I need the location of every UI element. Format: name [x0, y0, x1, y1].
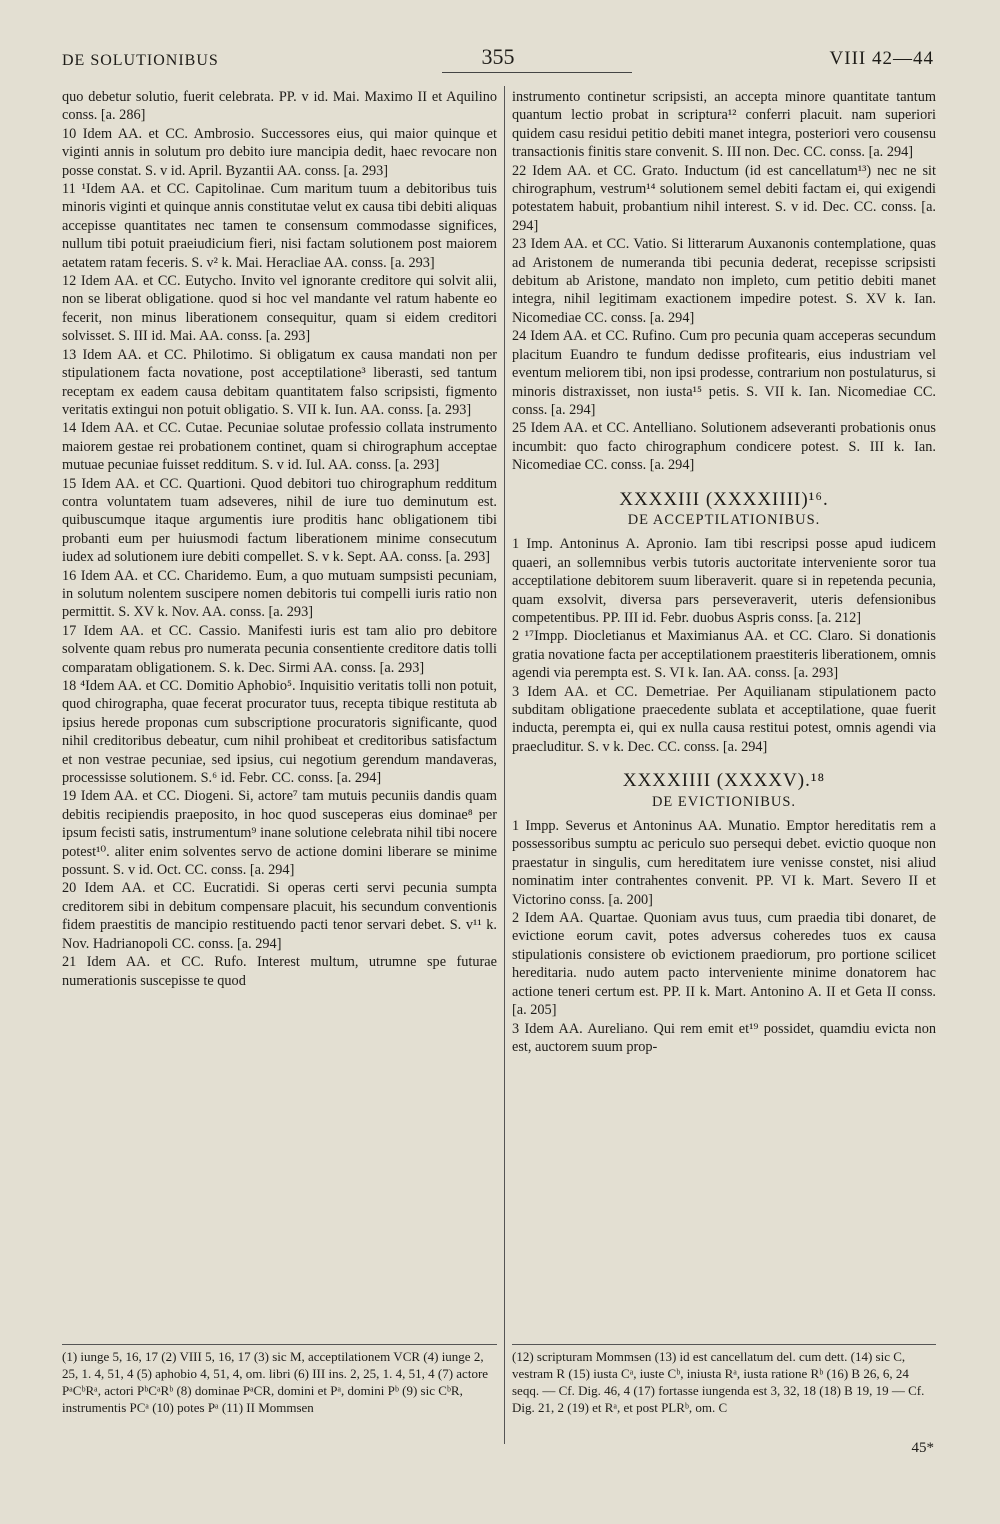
section-title-main: XXXXIII (XXXXIIII)¹⁶.: [619, 488, 829, 510]
text-paragraph: 19 Idem AA. et CC. Diogeni. Si, actore⁷ tam mutuis pecuniis dandis quam debitis recipiendis praeposito, in hoc quod susceperas eius dominae⁸ per ipsum fecisti satis, instrumentum⁹ inane solutione celebrata nihil tibi nocere potest¹⁰. aliter enim solventes servo de actione domini liberare se minime possunt. S. v id. Oct. CC. conss. [a. 294]: [62, 788, 497, 879]
footnotes-left: (1) iunge 5, 16, 17 (2) VIII 5, 16, 17 (3) sic M, acceptilationem VCR (4) iunge 2, 25, 1. 4, 51, 4 (5) aphobio 4, 51, 4, om. libri (6) III ins. 2, 25, 1. 4, 51, 4 (7) actore PᵃCᵇRᵃ, actori PᵇCᵃRᵇ (8) dominae PᵃCR, domini et Pᵃ, domini Pᵇ (9) sic CᵇR, instrumentis PCᵃ (10) potes Pᵃ (11) II Mommsen: [62, 1349, 489, 1415]
text-paragraph: 1 Impp. Severus et Antoninus AA. Munatio. Emptor hereditatis rem a possessoribus sumptu ac periculo suo persequi debet. evictio quoque non praestatur in singulis, cum hereditatem iure venisse constet, nisi aliud nominatim inter contrahentes convenit. PP. VI k. Mart. Severo II et Victorino conss. [a. 200]: [512, 818, 936, 908]
section-title-sub: DE EVICTIONIBUS.: [651, 793, 797, 810]
section-title-sub: DE ACCEPTILATIONIBUS.: [627, 511, 821, 528]
text-paragraph: 18 ⁴Idem AA. et CC. Domitio Aphobio⁵. Inquisitio veritatis tolli non potuit, quod chirographa, quae fecerat procurator tuus, recepta tibique restituta ab ipsius herede proponas cum subscriptione procuratoris significante, quod nihil creditoribus debeatur, cum nihil prohibeat et creditoribus satisfactum et non vestrae pecuniae, sed ipsius, cui negotium gerendum mandaveras, processisse solutionem. S.⁶ id. Febr. CC. conss. [a. 294]: [62, 678, 497, 787]
text-paragraph: instrumento continetur scripsisti, an accepta minore quantitate tantum quantum lectio probat in scriptura¹² conferri placuit. nam superiori quidem casu residui petitio debiti manet integra, posteriori vero cousensu transactionis finitis stare convenit. S. III non. Dec. CC. conss. [a. 294]: [512, 89, 936, 161]
text-paragraph: 13 Idem AA. et CC. Philotimo. Si obligatum ex causa mandati non per stipulationem facta novatione, post acceptilatione³ liberasti, sed tantum receptam ex eadem causa debitam quantitatem falso scripsisti, figmento veritatis extingui non potuit obligatio. S. VII k. Iun. AA. conss. [a. 293]: [62, 346, 497, 418]
text-paragraph: 1 Imp. Antoninus A. Apronio. Iam tibi rescripsi posse apud iudicem quaeri, an sollemnibus verbis tutoris auctoritate interveniente soror tua acceptilatione debitorem suum liberaverit. quare si in repetenda pecunia, quam exsolvit, diversa pars perseveraverit, uteris defensionibus competentibus. PP. III id. Febr. duobus Aspris conss. [a. 212]: [512, 536, 936, 626]
section-title-44: [512, 772, 936, 811]
footnote-rule: [62, 1344, 497, 1345]
text-paragraph: quo debetur solutio, fuerit celebrata. PP. v id. Mai. Maximo II et Aquilino conss. [a. 286]: [62, 89, 497, 124]
page-header: [62, 42, 934, 74]
section-reference: VIII 42—44: [829, 48, 934, 69]
footnote-rule: [512, 1344, 936, 1345]
running-title: DE SOLUTIONIBUS: [62, 52, 219, 69]
text-paragraph: 15 Idem AA. et CC. Quartioni. Quod debitori tuo chirographum redditum contra voluntatem tuam adseveres, nihil de iure tuo deminutum est. quibuscumque itaque argumentis iure proditis hanc obligationem tibi probanti eum per huiusmodi factum liberationem minime consecutum iudex ad solutionem iure debiti compellet. S. v k. Sept. AA. conss. [a. 293]: [62, 475, 497, 566]
text-paragraph: 25 Idem AA. et CC. Antelliano. Solutionem adseveranti probationis onus incumbit: quo facto chirographum condicere potest. S. III k. Ian. Nicomediae CC. conss. [a. 294]: [512, 420, 936, 474]
text-paragraph: 21 Idem AA. et CC. Rufo. Interest multum, utrumne spe futurae numerationis suscepisse te quod: [62, 954, 497, 989]
text-paragraph: 16 Idem AA. et CC. Charidemo. Eum, a quo mutuam sumpsisti pecuniam, in solutum nolentem suscipere nomen debitoris tui compelli iuris ratio non permittit. S. XV k. Nov. AA. conss. [a. 293]: [62, 567, 497, 621]
page-number-rule: [442, 72, 632, 73]
page-number: 355: [481, 44, 515, 69]
text-paragraph: 2 ¹⁷Impp. Diocletianus et Maximianus AA. et CC. Claro. Si donationis gratia novatione facta per acceptilationem praestiteris liberationem, omnis agendi via perempta est. S. VI k. Ian. AA. conss. [a. 293]: [512, 628, 936, 682]
text-paragraph: 2 Idem AA. Quartae. Quoniam avus tuus, cum praedia tibi donaret, de evictione eorum cavit, potes adversus coheredes tuos ex causa stipulationis consistere ob evictionem praediorum, pro portione scilicet hereditaria. nudo autem pacto interveniente minime donatorem hac actione teneri certum est. PP. II k. Mart. Antonino A. II et Geta II conss. [a. 205]: [512, 910, 936, 1019]
right-column: [512, 88, 936, 1056]
text-paragraph: 24 Idem AA. et CC. Rufino. Cum pro pecunia quam acceperas secundum placitum Euandro te fundum dedisse profitearis, eius industriam vel eventum meliorem tibi, non ipsi prodesse, contrarium non postulaturus, si minoris distraxisset, non iusta¹⁵ petis. S. VII k. Ian. Nicomediae CC. conss. [a. 294]: [512, 328, 936, 418]
section-title-43: [512, 488, 936, 530]
text-paragraph: 3 Idem AA. et CC. Demetriae. Per Aquilianam stipulationem pacto subditam obligatione praecedente sublata et acceptilatione, quae fuerit inducta, perempta ei, qui ex nulla causa restitui potest, omnis agendi via praecluditur. S. v k. Dec. CC. conss. [a. 294]: [512, 683, 936, 755]
text-paragraph: 20 Idem AA. et CC. Eucratidi. Si operas certi servi pecunia sumpta creditorem sibi in debitum compensare placuit, his secundum conventionis fidem praestitis de mancipio restituendo pacti tenor servari debet. S. v¹¹ k. Nov. Hadrianopoli CC. conss. [a. 294]: [62, 880, 497, 952]
text-paragraph: 22 Idem AA. et CC. Grato. Inductum (id est cancellatum¹³) nec ne sit chirographum, vestrum¹⁴ solutionem semel debiti factam ei, qui exigendi potestatem habuit, probantium nihil interest. S. v id. Dec. CC. conss. [a. 294]: [512, 162, 936, 234]
text-paragraph: 14 Idem AA. et CC. Cutae. Pecuniae solutae professio collata instrumento maiorem gestae rei probationem continet, quam si chirographum acceptae mutuae pecuniae fuisset redditum. S. v id. Iul. AA. conss. [a. 293]: [62, 420, 497, 474]
text-paragraph: 11 ¹Idem AA. et CC. Capitolinae. Cum maritum tuum a debitoribus tuis minoris viginti et quinque annis constitutae velut ex causa tibi debiti aliquas accepisse quantitates nec tamen te consensum commodasse significes, nullum tibi potuit praeiudicium fieri, nisi factam solutionem post maiorem aetatem ratam feceris. S. v² k. Mai. Heracliae AA. conss. [a. 293]: [62, 181, 497, 271]
text-paragraph: 23 Idem AA. et CC. Vatio. Si litterarum Auxanonis contemplatione, quas ad Aristonem de numeranda tibi pecunia dederat, recepisse scripsisti debitum ab Aristone, mandato non impleto, cum petitio debiti manet integra, nihil legitimam exactionem impedire potest. S. XV k. Ian. Nicomediae CC. conss. [a. 294]: [512, 236, 936, 326]
footnotes-right: (12) scripturam Mommsen (13) id est cancellatum del. cum dett. (14) sic C, vestram R (15) iusta Cᵃ, iuste Cᵇ, iniusta Rᵃ, iusta ratione Rᵇ (16) B 26, 6, 24 seqq. — Cf. Dig. 46, 4 (17) fortasse iungenda est 3, 32, 18 (18) B 19, 19 — Cf. Dig. 21, 2 (19) et Rᵃ, et post PLRᵇ, om. C: [512, 1349, 925, 1415]
text-paragraph: 17 Idem AA. et CC. Cassio. Manifesti iuris est tam alio pro debitore solvente quam rebus pro numerata pecunia consentiente creditore datis tolli comparatam obligationem. S. k. Dec. Sirmi AA. conss. [a. 293]: [62, 622, 497, 676]
section-title-main: XXXXIIII (XXXXV).¹⁸: [622, 770, 826, 792]
text-paragraph: 10 Idem AA. et CC. Ambrosio. Successores eius, qui maior quinque et viginti annis in solutum pro debito iure mancipia dedit, haec revocare non posse constat. S. v id. April. Byzantii AA. conss. [a. 293]: [62, 125, 497, 179]
text-paragraph: 3 Idem AA. Aureliano. Qui rem emit et¹⁹ possidet, quamdiu evicta non est, auctorem suum prop-: [512, 1020, 936, 1055]
text-paragraph: 12 Idem AA. et CC. Eutycho. Invito vel ignorante creditore qui solvit alii, non se liberat obligatione. quod si hoc vel mandante vel ratum habente eo fecerit, non minus liberationem consequitur, quam si eidem creditori solvisset. S. III id. Mai. AA. conss. [a. 293]: [62, 273, 497, 345]
column-divider: [504, 86, 505, 1444]
printer-signature: 45*: [911, 1440, 934, 1456]
left-column: [62, 88, 497, 990]
